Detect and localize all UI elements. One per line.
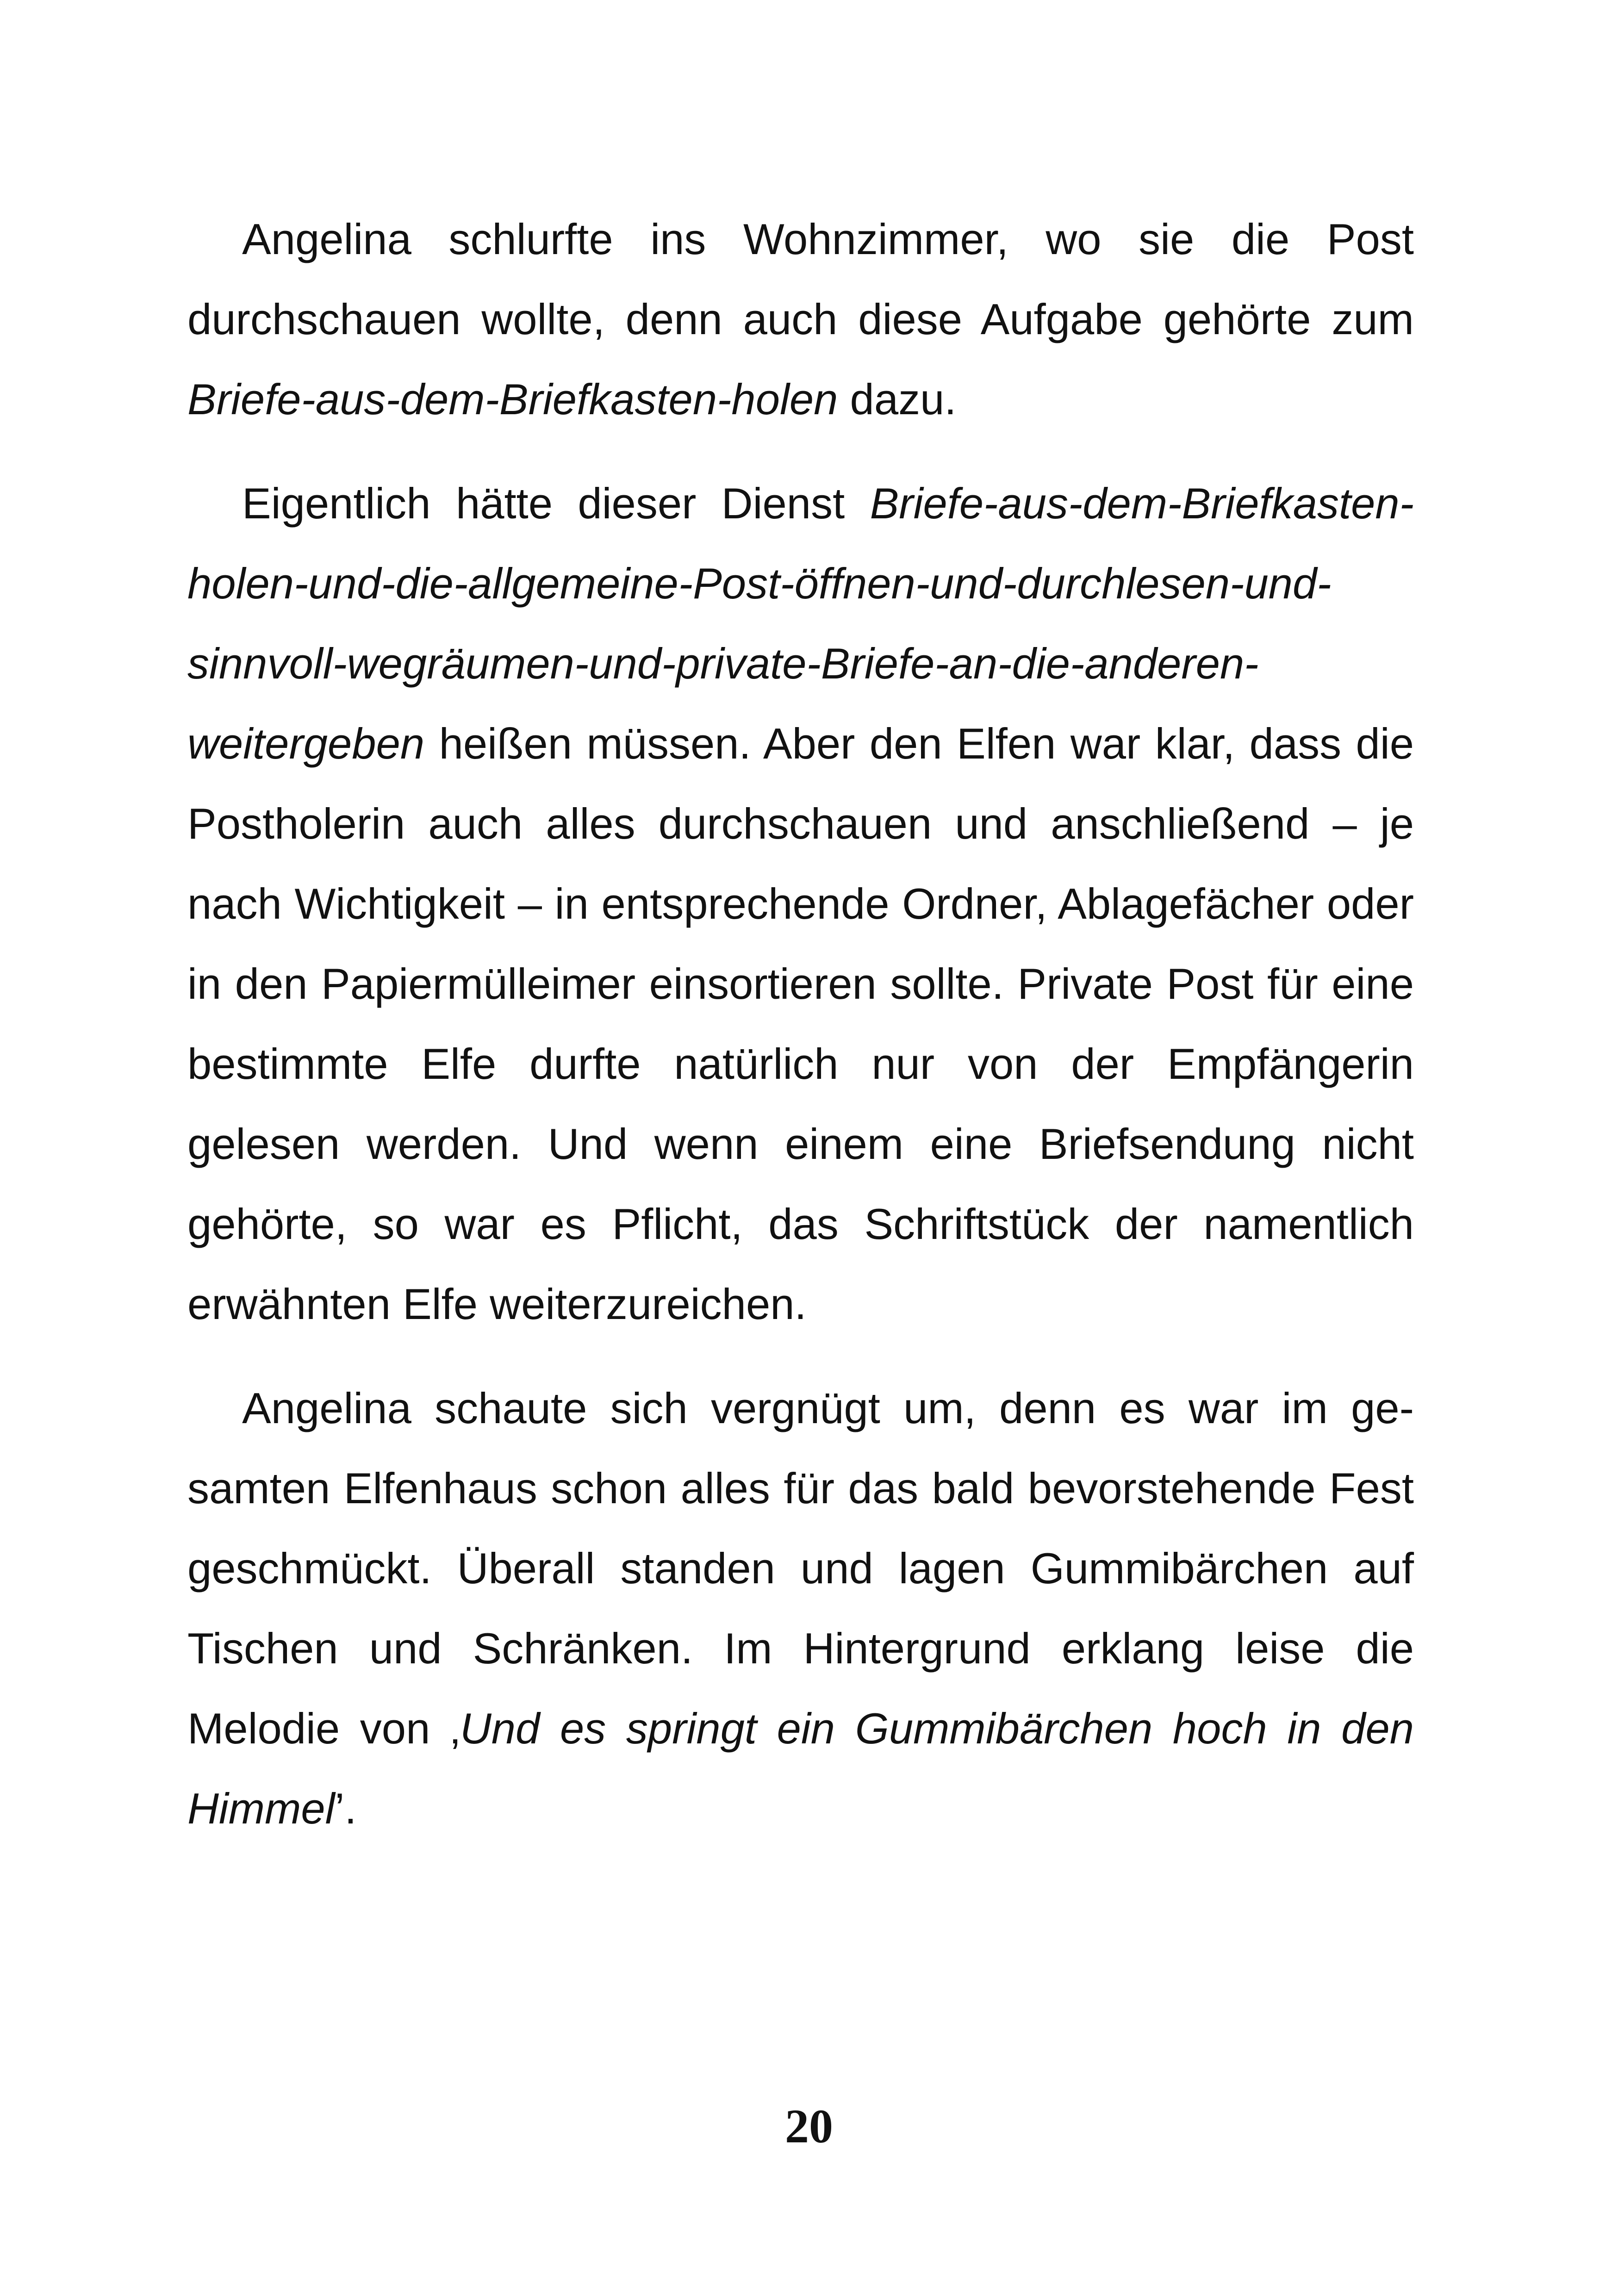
text-segment: ’. bbox=[335, 1784, 357, 1833]
italic-segment: Und es springt ein Gummibärchen hoch in den Himmel bbox=[187, 1704, 1414, 1833]
paragraph-3 bbox=[187, 1368, 1414, 1848]
italic-segment: Briefe-aus-dem-Briefkasten-holen bbox=[187, 375, 838, 423]
paragraph-1 bbox=[187, 199, 1414, 439]
text-segment: heißen müssen. Aber den Elfen war klar, dass die Postholerin auch alles durchschauen und anschließend – je nach Wichtigkeit – in entsprechende Ordner, Ablagefächer oder in den Papiermülleimer einsortieren sollte. Private Post für eine bestimmte Elfe durfte natürlich nur von der Empfängerin gelesen werden. Und wenn einem eine Briefsendung nicht gehörte, so war es Pflicht, das Schriftstück der namentlich erwähnten Elfe weiterzureichen. bbox=[187, 719, 1414, 1328]
text-segment: Angelina schlurfte ins Wohnzimmer, wo sie die Post durchschauen wollte, denn auch diese Aufgabe gehörte zum bbox=[187, 215, 1414, 343]
italic-segment: Briefe-aus-dem-Briefkasten-holen-und-die-allgemeine-Post-öffnen-und-durchlesen-​und-sinnvoll-wegräumen-und-private-Briefe-an-die-anderen-weitergeben bbox=[187, 479, 1414, 768]
paragraph-2 bbox=[187, 463, 1414, 1344]
page-number: 20 bbox=[785, 2100, 833, 2153]
body-text bbox=[187, 199, 1414, 1848]
text-segment: Angelina schaute sich vergnügt um, denn es war im gesamten Elfenhaus schon alles für das bald bevorstehende Fest geschmückt. Überall standen und lagen Gummibärchen auf Tischen und Schränken. Im Hintergrund erklang leise die Melodie von ‚ bbox=[187, 1384, 1414, 1753]
text-segment: dazu. bbox=[838, 375, 957, 423]
text-segment: Eigentlich hätte dieser Dienst bbox=[242, 479, 870, 528]
